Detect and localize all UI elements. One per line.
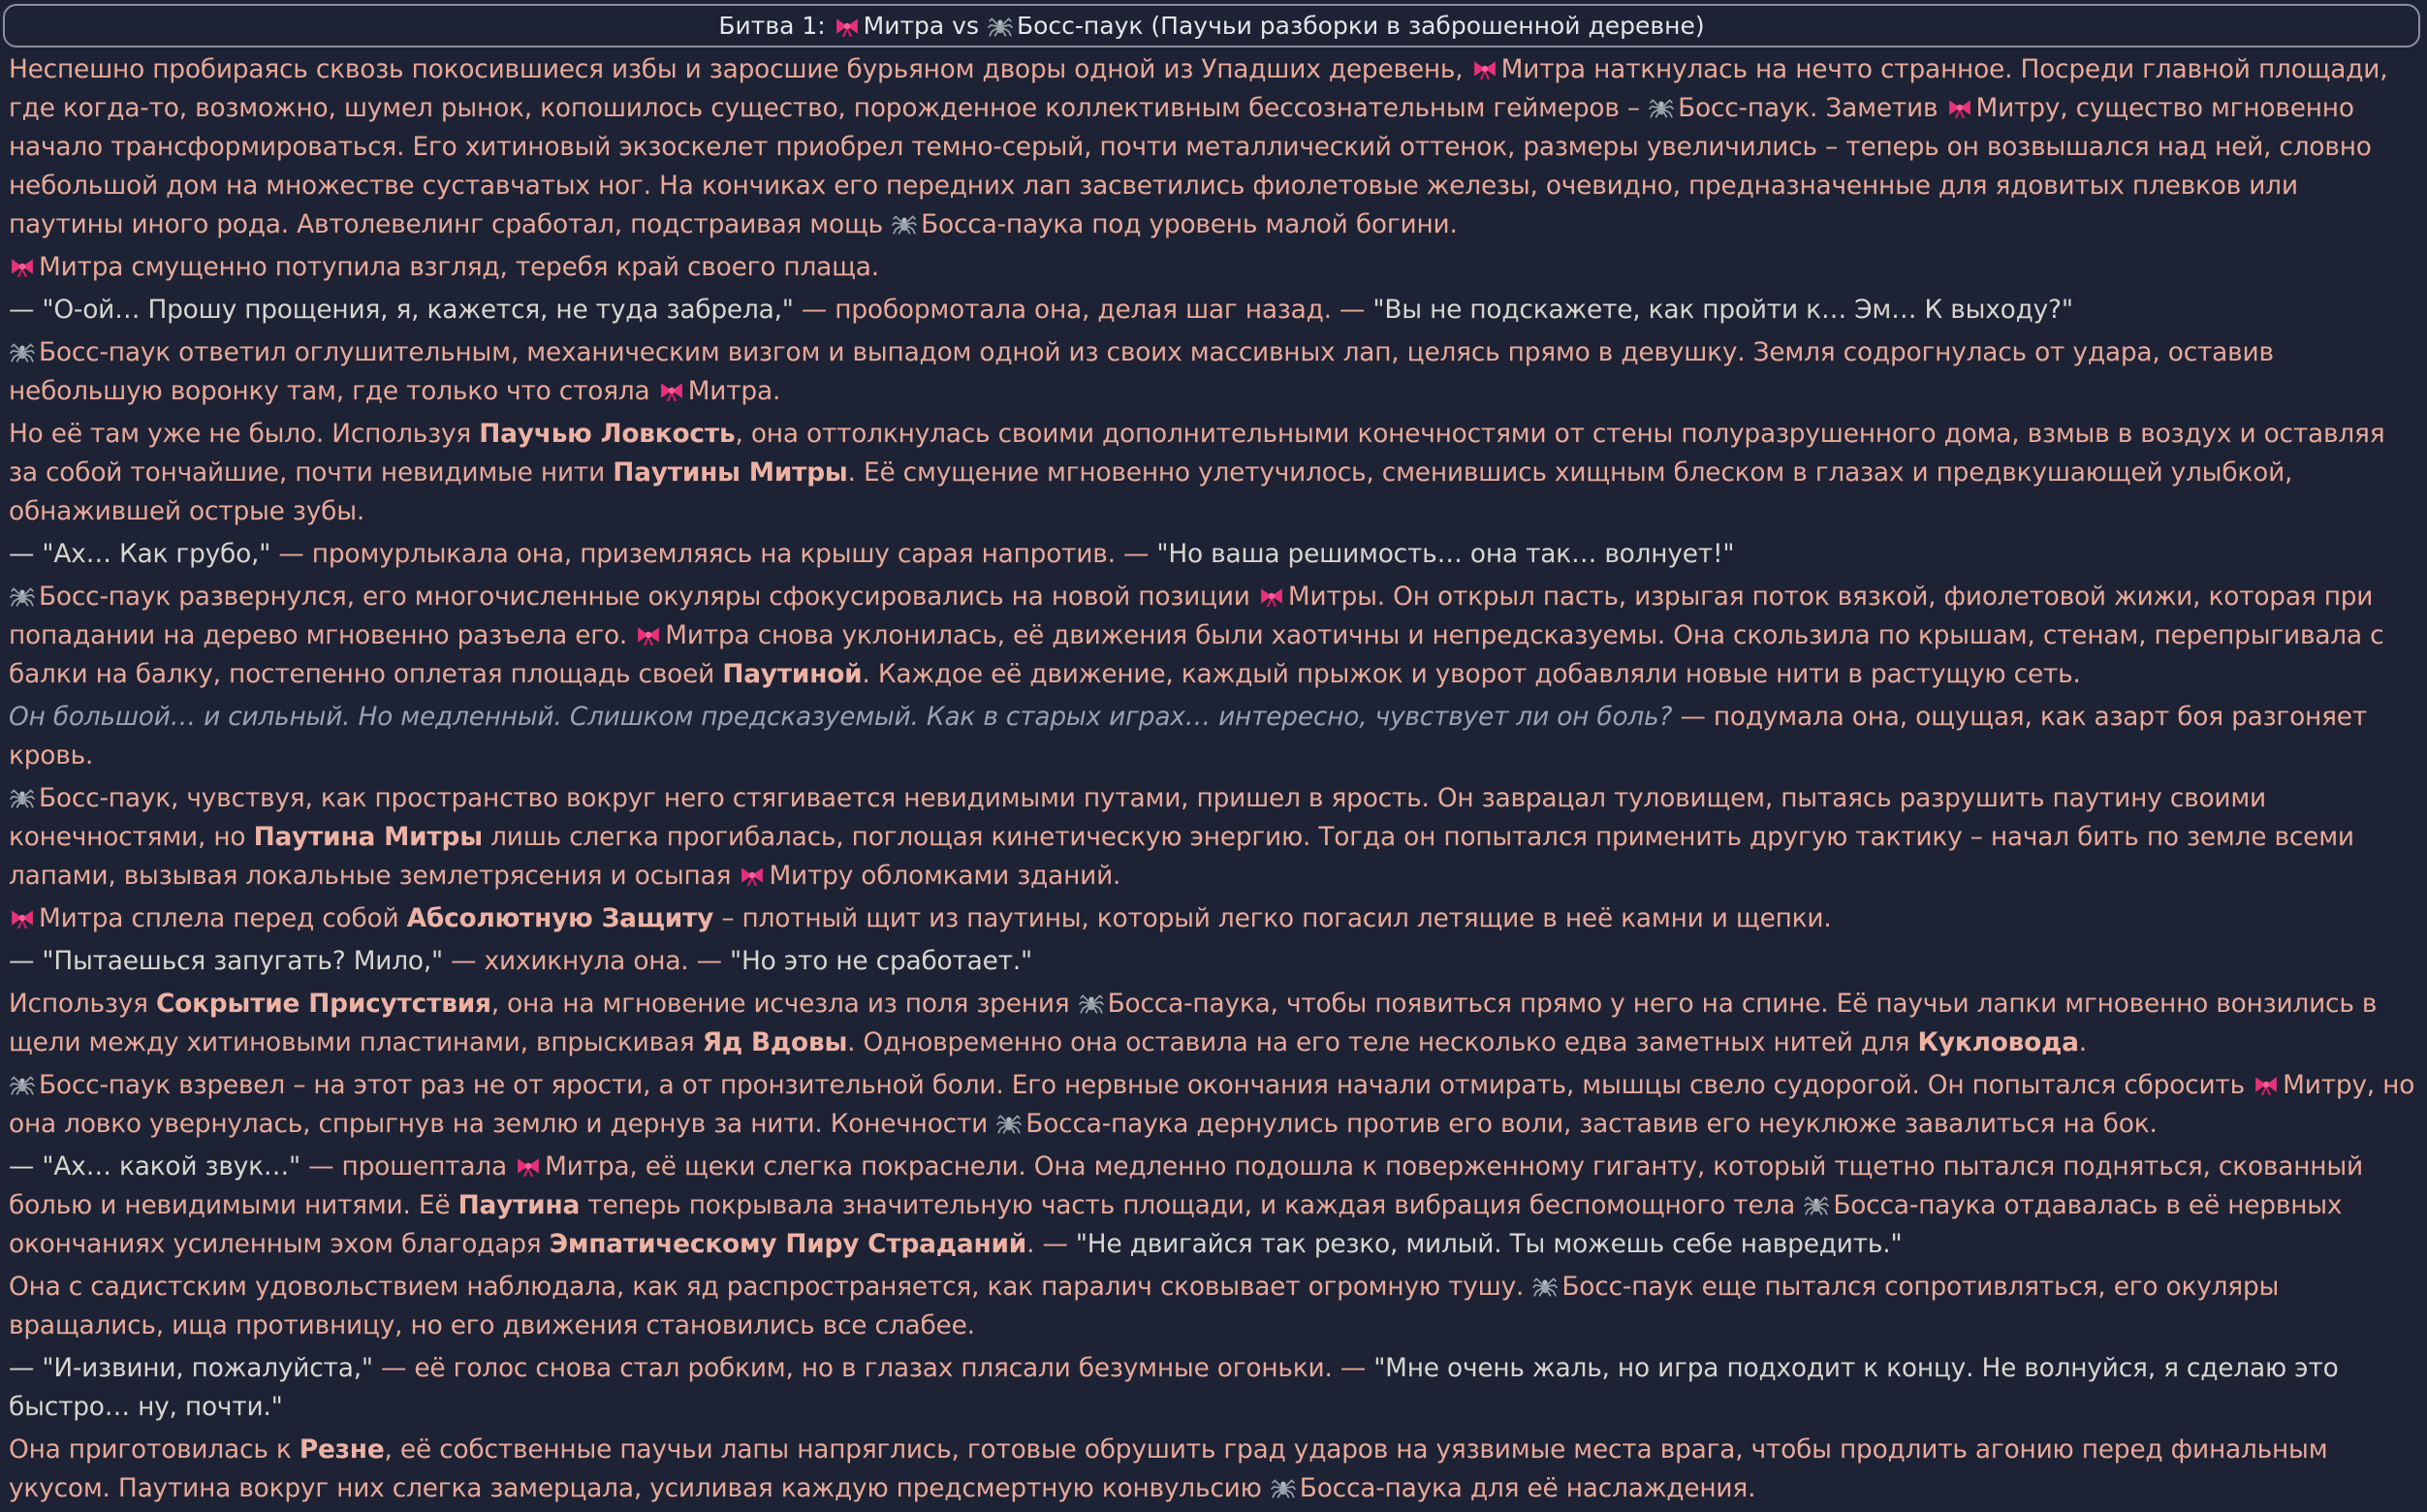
- ability-name: Паутины Митры: [613, 457, 848, 488]
- ability-name: Яд Вдовы: [702, 1027, 848, 1057]
- narration-text: Босс-паук. Заметив: [1678, 93, 1946, 123]
- spider-icon: [892, 211, 917, 236]
- bow-icon: [636, 622, 661, 647]
- story-paragraph: [9, 1148, 2420, 1264]
- narration-text: , она оттолкнулась своими дополнительными конечностями от стены полуразрушенного дома, взмыв в воздух и оставляя за собой тончайшие, почти невидимые нити: [9, 419, 2385, 488]
- narration-text: Митра снова уклонилась, её движения были хаотичны и непредсказуемы. Она скользила по крышам, стенам, перепрыгивала с балки на балку, постепенно оплетая площадь своей: [9, 620, 2384, 689]
- narration-text: Но её там уже не было. Используя: [9, 419, 480, 449]
- story-paragraph: [9, 1268, 2420, 1345]
- spider-icon: [1532, 1274, 1558, 1299]
- spider-icon: [1804, 1192, 1829, 1217]
- story-paragraph: [9, 248, 2420, 287]
- narration-text: Митру, существо мгновенно начало трансформироваться. Его хитиновый экзоскелет приобрел темно-серый, почти металлический оттенок, размеры увеличились – теперь он возвышался над ней, словно небольшой дом на множестве суставчатых ног. На кончиках его передних лап засветились фиолетовые железы, очевидно, предназначенные для ядовитых плевков или паутины иного рода. Автолевелинг сработал, подстраивая мощь: [9, 93, 2372, 239]
- story-paragraph: [9, 1349, 2420, 1427]
- narration-text: Босс-паук, чувствуя, как пространство вокруг него стягивается невидимыми путами, пришел в ярость. Он заврацал туловищем, пытаясь разрушить паутину своими конечностями, но: [9, 783, 2267, 852]
- narration-text: Босса-паука отдавалась в её нервных окончаниях усиленным эхом благодаря: [9, 1190, 2343, 1259]
- narration-text: Митру обломками зданий.: [769, 861, 1121, 891]
- spider-icon: [988, 14, 1013, 39]
- spider-icon: [10, 1072, 35, 1097]
- narration-text: Босса-паука, чтобы появиться прямо у него на спине. Её паучьи лапки мгновенно вонзились в щели между хитиновыми пластинами, впрыскивая: [9, 989, 2378, 1057]
- dialogue-text: "Но это не сработает.": [730, 946, 1032, 976]
- spider-icon: [10, 583, 35, 609]
- ability-name: Паутиной: [722, 659, 863, 689]
- dialogue-text: "Мне очень жаль, но игра подходит к концу. Не волнуйся, я сделаю это быстро… ну, почти.": [9, 1353, 2339, 1422]
- title-prefix: Битва 1:: [718, 12, 826, 40]
- narration-text: Босса-паука под уровень малой богини.: [921, 209, 1458, 239]
- bow-icon: [1259, 583, 1284, 609]
- story-paragraph: [9, 942, 2420, 981]
- ability-name: Эмпатическому Пиру Страданий: [549, 1229, 1027, 1259]
- story-paragraph: [9, 415, 2420, 531]
- story-paragraph: [9, 779, 2420, 896]
- narration-text: . —: [1026, 1229, 1076, 1259]
- narration-text: – плотный щит из паутины, который легко погасил летящие в неё камни и щепки.: [713, 903, 1832, 933]
- bow-icon: [10, 254, 35, 279]
- narration-text: Митра.: [687, 376, 781, 406]
- narration-text: Босса-паука для её наслаждения.: [1299, 1473, 1756, 1503]
- dialogue-text: — "Ах… Как грубо,": [9, 539, 271, 569]
- dialogue-text: — "Пытаешься запугать? Мило,": [9, 946, 443, 976]
- narration-text: Используя: [9, 989, 156, 1019]
- narration-text: — прошептала: [299, 1151, 516, 1181]
- narration-text: — пробормотала она, делая шаг назад. —: [793, 295, 1373, 325]
- narration-text: Неспешно пробираясь сквозь покосившиеся избы и заросшие бурьяном дворы одной из Упадших деревень,: [9, 54, 1471, 84]
- story-paragraph: [9, 291, 2420, 330]
- spider-icon: [996, 1111, 1022, 1136]
- story-paragraph: [9, 698, 2420, 775]
- ability-name: Сокрытие Присутствия: [156, 989, 491, 1019]
- narration-text: Митра смущенно потупила взгляд, теребя край своего плаща.: [39, 252, 879, 282]
- story-paragraph: [9, 333, 2420, 411]
- narration-text: Митры. Он открыл пасть, изрыгая поток вязкой, фиолетовой жижи, которая при попадании на дерево мгновенно разъела его.: [9, 582, 2374, 650]
- narration-text: Митру, но она ловко увернулась, спрыгнув на землю и дернув за нити. Конечности: [9, 1070, 2415, 1139]
- spider-icon: [10, 339, 35, 364]
- bow-icon: [1947, 95, 1972, 120]
- narration-text: — её голос снова стал робким, но в глазах плясали безумные огоньки. —: [372, 1353, 1374, 1383]
- narration-text: , она на мгновение исчезла из поля зрения: [490, 989, 1078, 1019]
- narration-text: , её собственные паучьи лапы напряглись, готовые обрушить град ударов на уязвимые места врага, чтобы продлить агонию перед финальным укусом. Паутина вокруг них слегка замерцала, усиливая каждую предсмертную конвульсию: [9, 1434, 2328, 1503]
- versus-label: vs: [952, 12, 979, 40]
- story-paragraph: [9, 50, 2420, 244]
- narration-text: лишь слегка прогибалась, поглощая кинетическую энергию. Тогда он попытался применить другую тактику – начал бить по земле всеми лапами, вызывая локальные землетрясения и осыпая: [9, 822, 2354, 891]
- ability-name: Резне: [299, 1434, 385, 1465]
- dialogue-text: "Но ваша решимость… она так… волнует!": [1156, 539, 1735, 569]
- ability-name: Паутина: [457, 1190, 581, 1220]
- story-paragraph: [9, 1431, 2420, 1508]
- narration-text: . Каждое её движение, каждый прыжок и уворот добавляли новые нити в растущую сеть.: [862, 659, 2081, 689]
- narration-text: Митра, её щеки слегка покраснели. Она медленно подошла к поверженному гиганту, который тщетно пытался подняться, скованный болью и невидимыми нитями. Её: [9, 1151, 2363, 1220]
- narration-text: . Её смущение мгновенно улетучилось, сменившись хищным блеском в глазах и предвкушающей улыбкой, обнажившей острые зубы.: [9, 457, 2293, 526]
- battle-title-bar: [3, 4, 2420, 47]
- ability-name: Паутина Митры: [253, 822, 483, 852]
- battle-story-text: [9, 50, 2420, 1512]
- story-paragraph: [9, 899, 2420, 938]
- narration-text: — промурлыкала она, приземляясь на крышу сарая напротив. —: [270, 539, 1157, 569]
- bow-icon: [10, 905, 35, 930]
- dialogue-text: — "О-ой… Прошу прощения, я, кажется, не туда забрела,": [9, 295, 794, 325]
- narration-text: . Одновременно она оставила на его теле несколько едва заметных нитей для: [847, 1027, 1918, 1057]
- bow-icon: [516, 1153, 541, 1179]
- bow-icon: [659, 378, 684, 403]
- fighter-mitra: Митра: [863, 12, 945, 40]
- bow-icon: [740, 863, 765, 888]
- narration-text: Босса-паука дернулись против его воли, заставив его неуклюже завалиться на бок.: [1025, 1109, 2158, 1139]
- narration-text: — хихикнула она. —: [442, 946, 731, 976]
- narration-text: Босс-паук развернулся, его многочисленные окуляры сфокусировались на новой позиции: [39, 582, 1258, 612]
- bow-icon: [835, 14, 860, 39]
- ability-name: Абсолютную Защиту: [406, 903, 714, 933]
- ability-name: Паучью Ловкость: [479, 419, 736, 449]
- narration-text: .: [2078, 1027, 2087, 1057]
- narration-text: Митра наткнулась на нечто странное. Посреди главной площади, где когда-то, возможно, шумел рынок, копошилось существо, порожденное коллективным бессознательным геймеров –: [9, 54, 2388, 123]
- dialogue-text: — "Ах… какой звук…": [9, 1151, 300, 1181]
- narration-text: Босс-паук еще пытался сопротивляться, его окуляры вращались, ища противницу, но его движения становились все слабее.: [9, 1272, 2280, 1340]
- narration-text: Она приготовилась к: [9, 1434, 299, 1465]
- narration-text: Митра сплела перед собой: [39, 903, 407, 933]
- story-paragraph: [9, 1066, 2420, 1144]
- dialogue-text: "Не двигайся так резко, милый. Ты можешь себе навредить.": [1075, 1229, 1903, 1259]
- dialogue-text: "Вы не подскажете, как пройти к… Эм… К выходу?": [1372, 295, 2073, 325]
- spider-icon: [1079, 991, 1104, 1016]
- narration-text: Босс-паук ответил оглушительным, механическим визгом и выпадом одной из своих массивных лап, целясь прямо в девушку. Земля содрогнулась от удара, оставив небольшую воронку там, где только что стояла: [9, 337, 2274, 406]
- narration-text: Она с садистским удовольствием наблюдала, как яд распространяется, как паралич сковывает огромную тушу.: [9, 1272, 1532, 1302]
- story-paragraph: [9, 985, 2420, 1062]
- spider-icon: [1271, 1475, 1296, 1500]
- story-paragraph: [9, 578, 2420, 694]
- thought-text: Он большой… и сильный. Но медленный. Слишком предсказуемый. Как в старых играх… интересно, чувствует ли он боль?: [9, 702, 1673, 732]
- story-paragraph: [9, 535, 2420, 574]
- fighter-boss-spider: Босс-паук (Паучьи разборки в заброшенной деревне): [1016, 12, 1705, 40]
- narration-text: теперь покрывала значительную часть площади, и каждая вибрация беспомощного тела: [580, 1190, 1804, 1220]
- spider-icon: [10, 785, 35, 810]
- bow-icon: [2254, 1072, 2279, 1097]
- dialogue-text: — "И-извини, пожалуйста,": [9, 1353, 373, 1383]
- narration-text: Босс-паук взревел – на этот раз не от ярости, а от пронзительной боли. Его нервные окончания начали отмирать, мышцы свело судорогой. Он попытался сбросить: [39, 1070, 2254, 1100]
- ability-name: Кукловода: [1917, 1027, 2079, 1057]
- bow-icon: [1472, 56, 1497, 81]
- spider-icon: [1649, 95, 1674, 120]
- narration-text: — подумала она, ощущая, как азарт боя разгоняет кровь.: [9, 702, 2367, 771]
